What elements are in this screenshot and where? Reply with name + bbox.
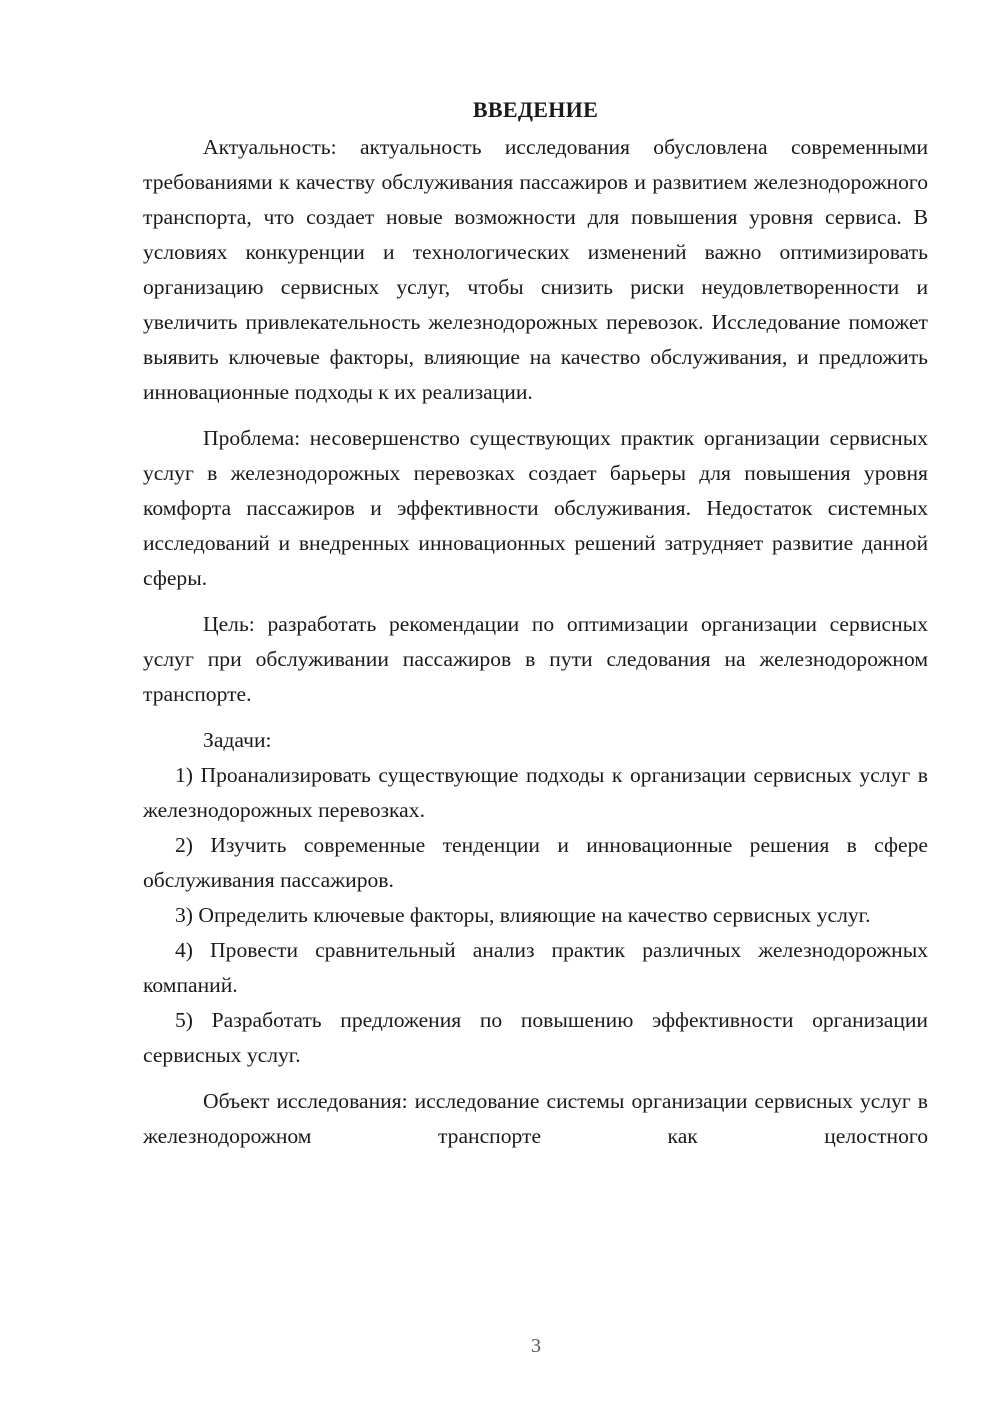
task-item: 1) Проанализировать существующие подходы к организации сервисных услуг в железнодорожных перевозках. bbox=[143, 763, 928, 822]
section-title: ВВЕДЕНИЕ bbox=[472, 97, 599, 122]
relevance-paragraph: Актуальность: актуальность исследования обусловлена современными требованиями к качеству обслуживания пассажиров и развитием железнодорожного транспорта, что создает новые возможности для повышения уровня сервиса. В условиях конкуренции и технологических изменений важно оптимизировать организацию сервисных услуг, чтобы снизить риски неудовлетворенности и увеличить привлекательность железнодорожных перевозок. Исследование поможет выявить ключевые факторы, влияющие на качество обслуживания, и предложить инновационные подходы к их реализации. bbox=[143, 135, 928, 404]
task-item: 5) Разработать предложения по повышению эффективности организации сервисных услуг. bbox=[143, 1008, 928, 1067]
problem-paragraph: Проблема: несовершенство существующих практик организации сервисных услуг в железнодорожных перевозках создает барьеры для повышения уровня комфорта пассажиров и эффективности обслуживания. Недостаток системных исследований и внедренных инновационных решений затрудняет развитие данной сферы. bbox=[143, 426, 928, 590]
task-item: 4) Провести сравнительный анализ практик различных железнодорожных компаний. bbox=[143, 938, 928, 997]
goal-paragraph: Цель: разработать рекомендации по оптимизации организации сервисных услуг при обслуживании пассажиров в пути следования на железнодорожном транспорте. bbox=[143, 612, 928, 706]
task-item: 3) Определить ключевые факторы, влияющие на качество сервисных услуг. bbox=[175, 903, 871, 927]
object-paragraph: Объект исследования: исследование системы организации сервисных услуг в железнодорожном транспорте как целостного bbox=[143, 1089, 928, 1148]
tasks-heading: Задачи: bbox=[203, 728, 272, 752]
document-page bbox=[143, 92, 928, 1154]
task-item: 2) Изучить современные тенденции и инновационные решения в сфере обслуживания пассажиров. bbox=[143, 833, 928, 892]
page-number: 3 bbox=[531, 1335, 541, 1357]
